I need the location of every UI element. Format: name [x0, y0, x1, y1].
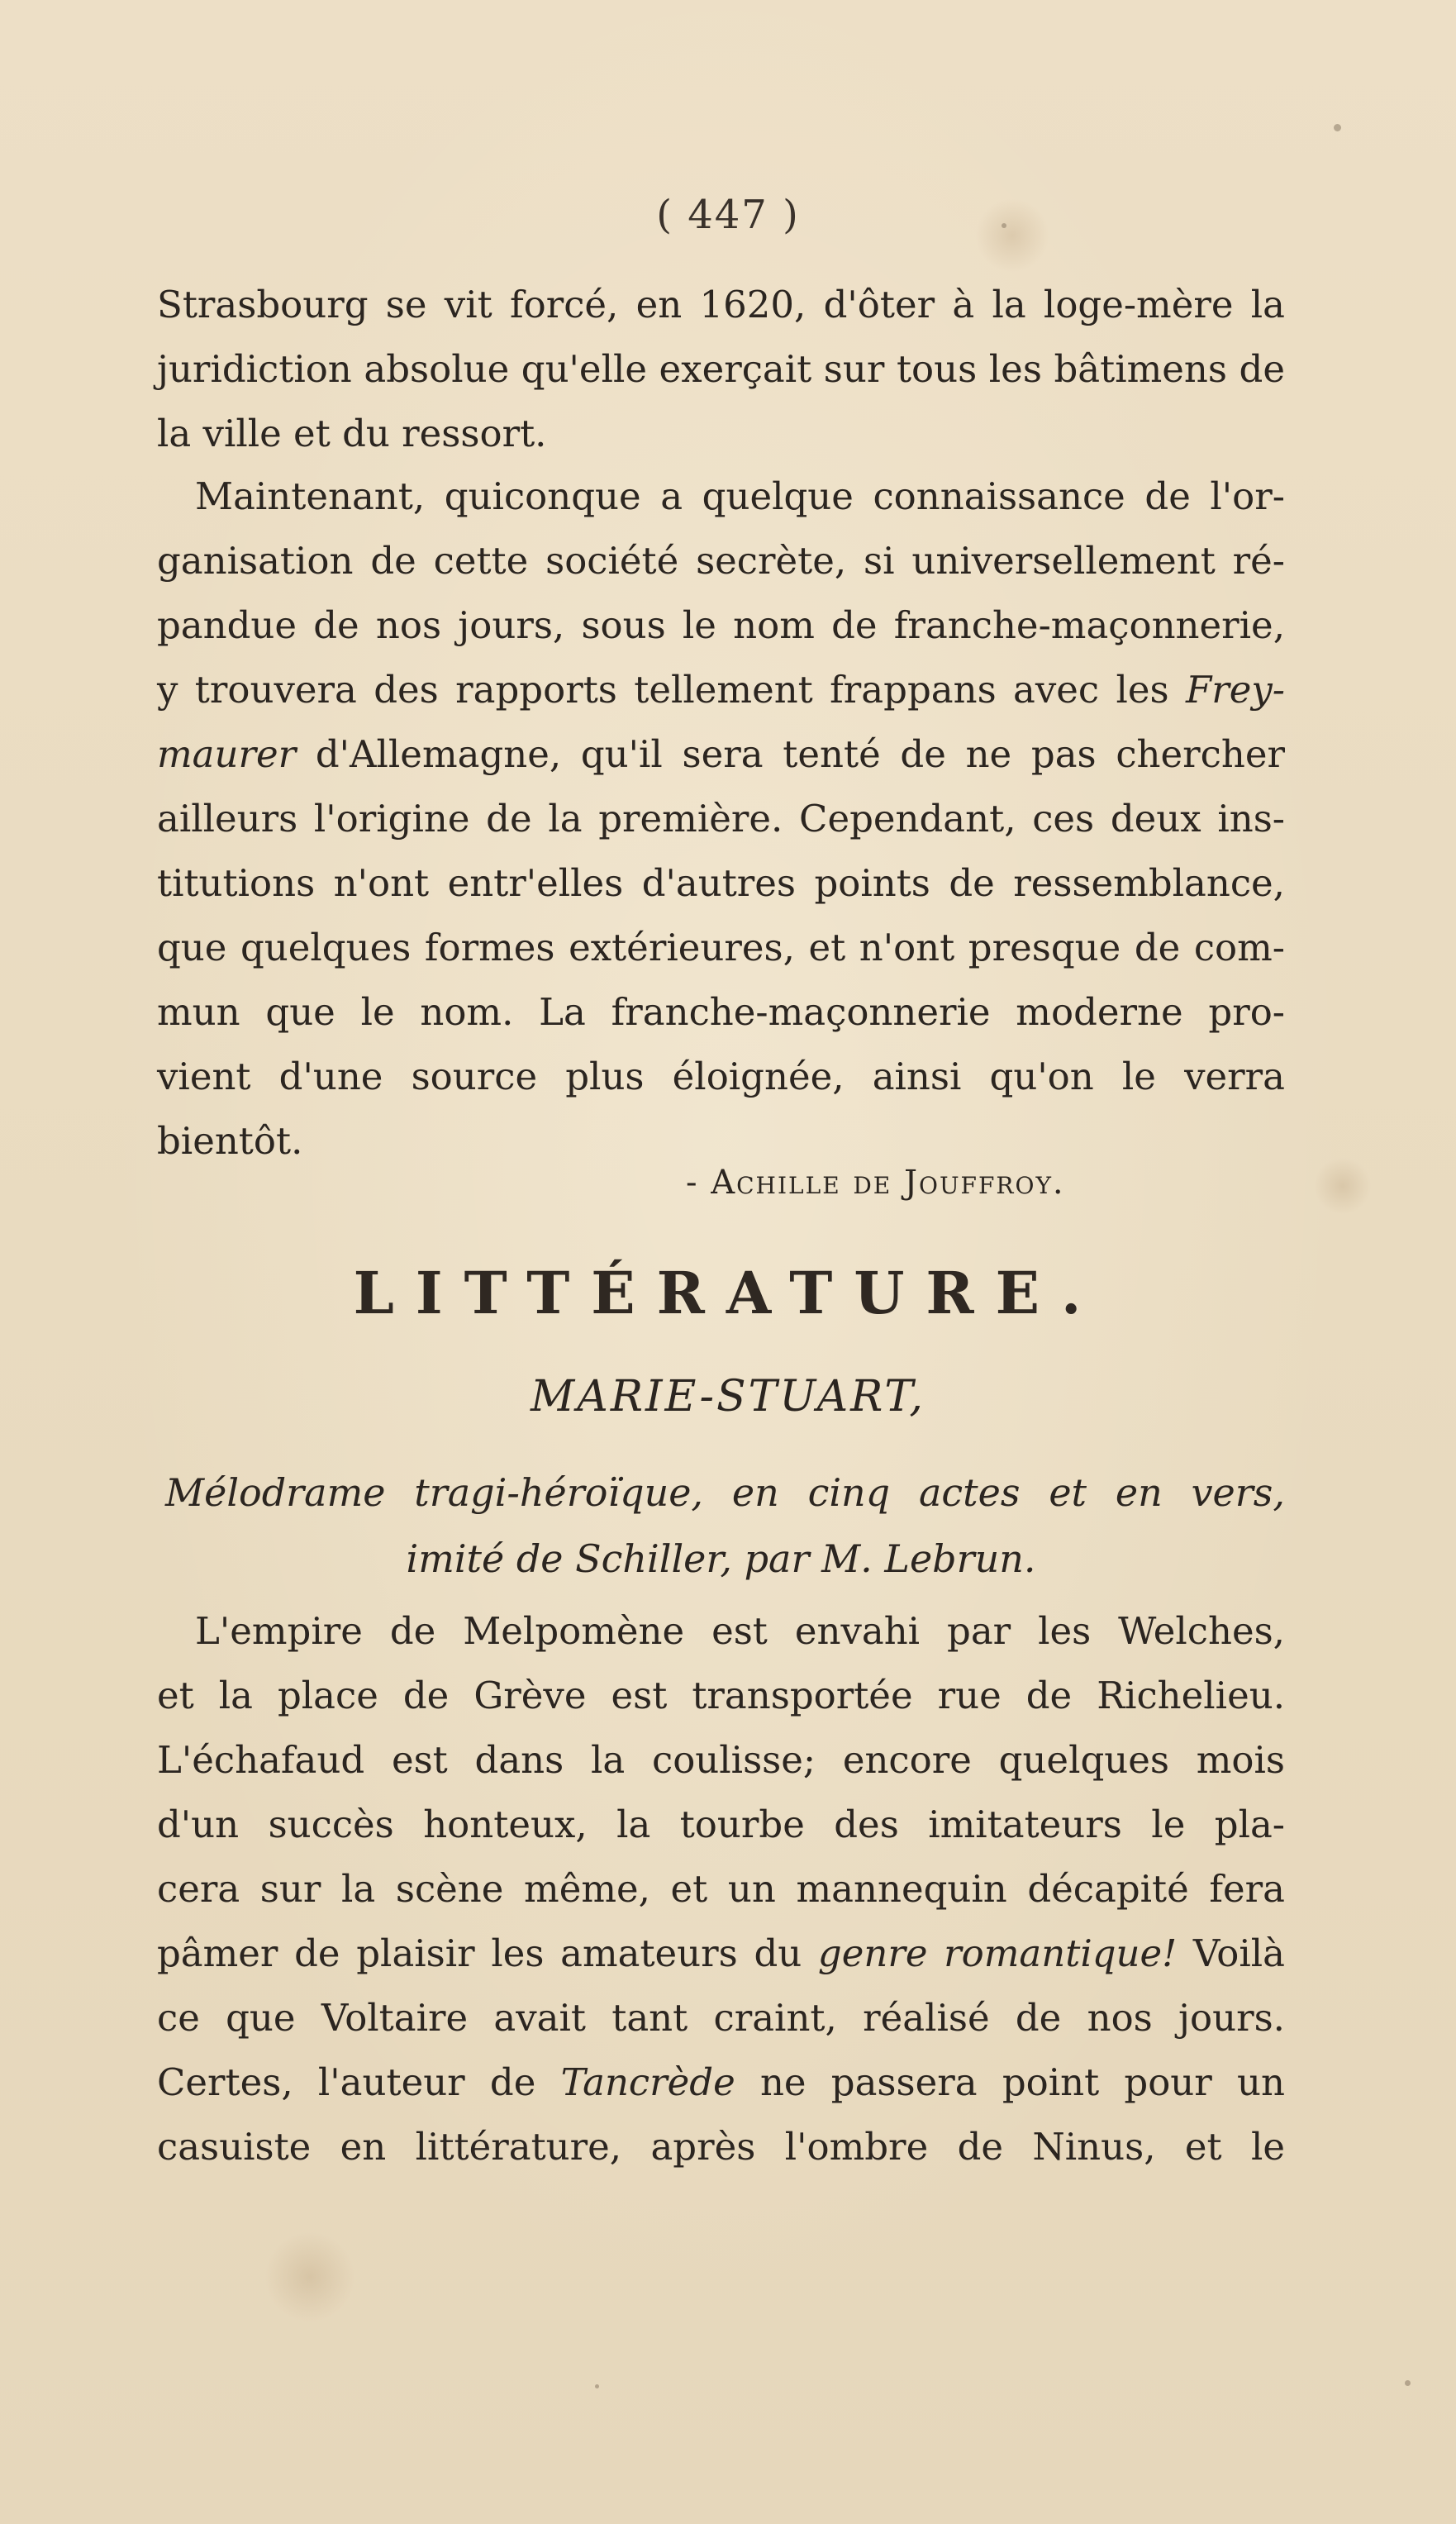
text-line: et la place de Grève est transportée rue de Richelieu.: [157, 1674, 1285, 1717]
paper-speck: [1405, 2380, 1411, 2386]
text-line: [157, 1922, 1285, 1986]
subtitle-line: Mélodrame tragi-héroïque, en cinq actes et en vers,: [165, 1470, 1285, 1515]
paragraph-1: [157, 273, 1285, 466]
text-line: ganisation de cette société secrète, si universellement ré-: [157, 539, 1285, 583]
text-segment: Voilà: [1177, 1931, 1285, 1975]
italic-word: maurer: [157, 732, 297, 776]
text-line: juridiction absolue qu'elle exerçait sur tous les bâtimens de: [157, 347, 1285, 391]
paper-speck: [1334, 124, 1341, 131]
text-line: d'un succès honteux, la tourbe des imitateurs le pla-: [157, 1803, 1285, 1846]
text-line: L'empire de Melpomène est envahi par les Welches,: [195, 1609, 1285, 1653]
text-line: cera sur la scène même, et un mannequin décapité fera: [157, 1867, 1285, 1911]
text-line: Strasbourg se vit forcé, en 1620, d'ôter à la loge-mère la: [157, 283, 1285, 326]
text-line: ailleurs l'origine de la première. Cependant, ces deux ins-: [157, 797, 1285, 841]
text-segment: pâmer de plaisir les amateurs du: [157, 1931, 818, 1975]
text-segment: Certes, l'auteur de: [157, 2060, 561, 2104]
section-heading: LITTÉRATURE.: [353, 1259, 1103, 1327]
text-line: [157, 722, 1285, 787]
text-line: Maintenant, quiconque a quelque connaissance de l'or-: [195, 474, 1285, 518]
text-line: pandue de nos jours, sous le nom de franche-maçonnerie,: [157, 603, 1285, 647]
text-line: [157, 658, 1285, 722]
text-line: vient d'une source plus éloignée, ainsi qu'on le verra: [157, 1055, 1285, 1098]
text-segment: ne passera point pour un: [735, 2060, 1285, 2104]
text-line: la ville et du ressort.: [157, 412, 547, 455]
italic-phrase: genre romantique!: [817, 1931, 1178, 1975]
play-title: MARIE-STUART,: [531, 1372, 925, 1422]
text-segment: y trouvera des rapports tellement frappans avec les: [157, 668, 1186, 712]
text-line: casuiste en littérature, après l'ombre de Ninus, et le: [157, 2125, 1285, 2169]
text-line: bientôt.: [157, 1119, 303, 1163]
text-line: L'échafaud est dans la coulisse; encore quelques mois: [157, 1738, 1285, 1782]
text-line: ce que Voltaire avait tant craint, réalisé de nos jours.: [157, 1996, 1285, 2040]
text-line: mun que le nom. La franche-maçonnerie moderne pro-: [157, 990, 1285, 1034]
italic-word: Frey-: [1186, 668, 1285, 712]
author-signature: - Achille de Jouffroy.: [686, 1164, 1065, 1202]
subtitle-line: imité de Schiller, par M. Lebrun.: [406, 1536, 1036, 1581]
text-line: que quelques formes extérieures, et n'ont presque de com-: [157, 926, 1285, 969]
text-segment: d'Allemagne, qu'il sera tenté de ne pas chercher: [296, 732, 1285, 776]
text-line: [157, 2050, 1285, 2115]
play-subtitle: [157, 1460, 1285, 1592]
text-line: titutions n'ont entr'elles d'autres points de ressemblance,: [157, 861, 1285, 905]
paragraph-2: [157, 464, 1285, 1174]
italic-word: Tancrède: [560, 2060, 735, 2104]
paper-stain: [264, 2231, 355, 2322]
paragraph-3: [157, 1599, 1285, 2179]
page-number: ( 447 ): [656, 192, 800, 238]
paper-stain: [1314, 1157, 1372, 1215]
paper-speck: [595, 2384, 599, 2388]
